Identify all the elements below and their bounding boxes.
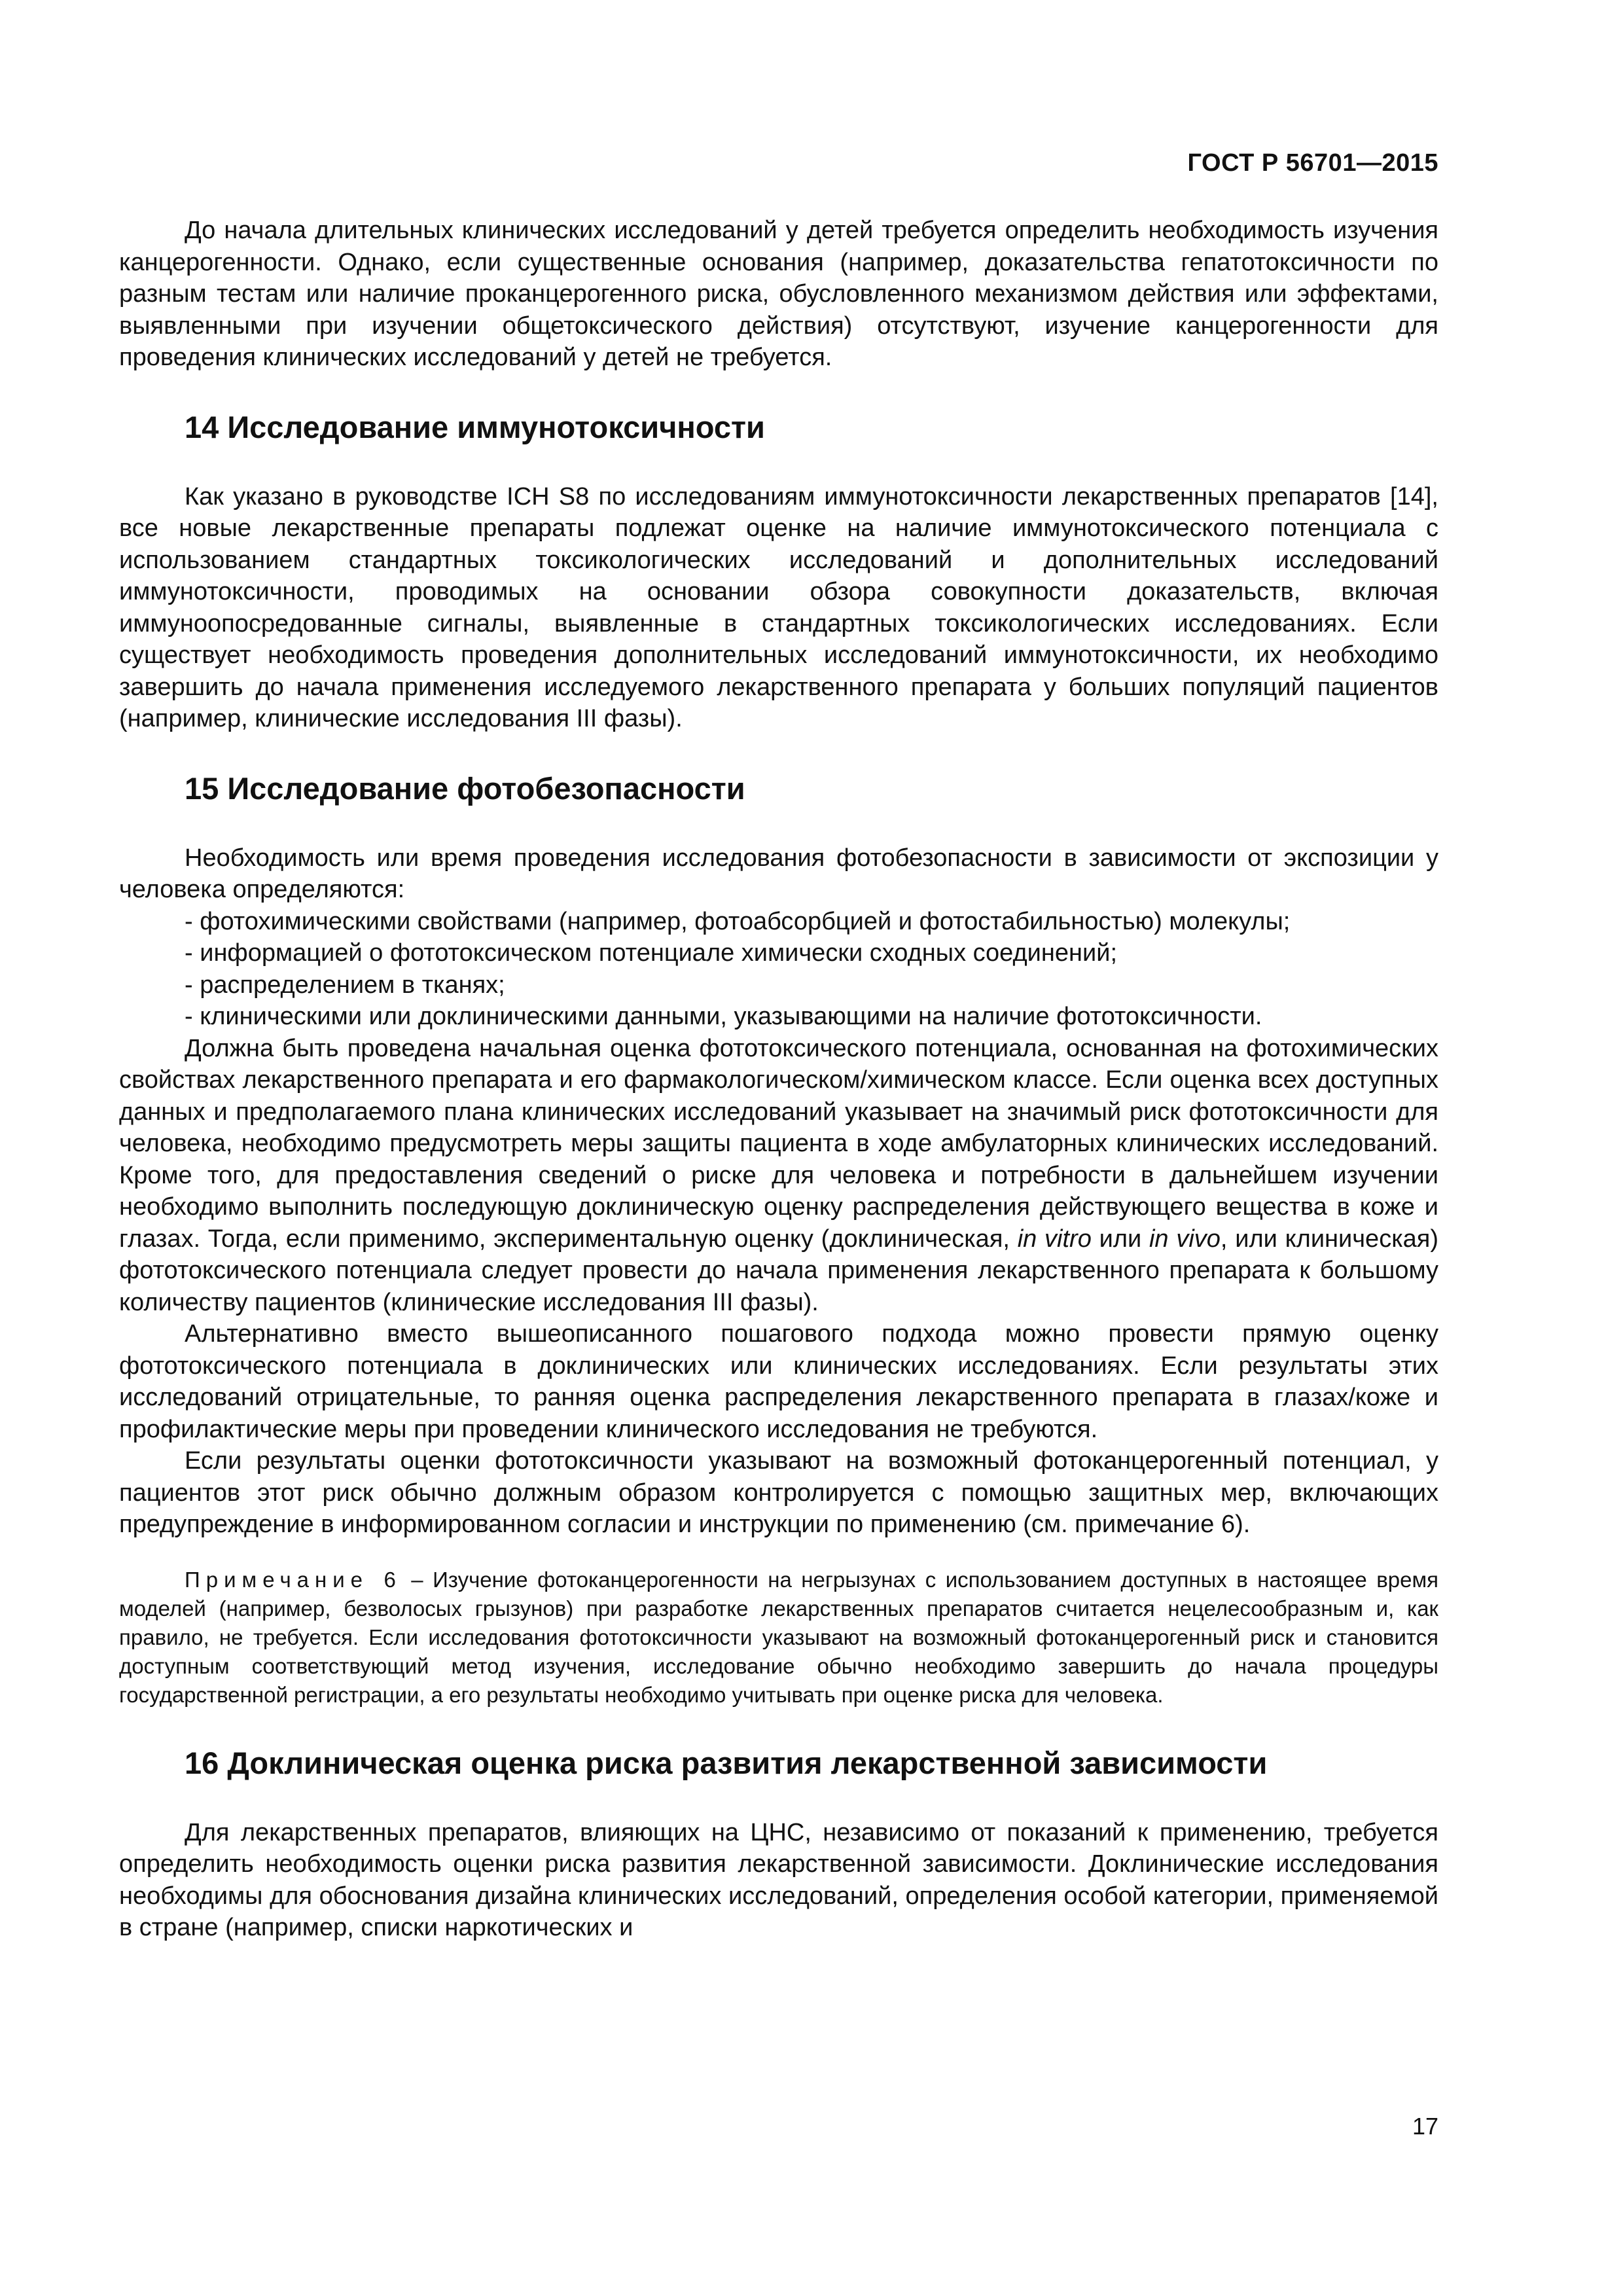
page-content: [119, 215, 1438, 1944]
in-vitro-term: in vitro: [1017, 1225, 1092, 1253]
section-14-heading: 14 Исследование иммунотоксичности: [185, 409, 765, 444]
in-vivo-term: in vivo: [1149, 1225, 1221, 1253]
intro-paragraph: До начала длительных клинических исследований у детей требуется определить необходимость изучения канцерогенности. Однако, если существенные основания (например, доказательства гепатотоксичности по разным тестам или наличие проканцерогенного риска, обусловленного механизмом действия или эффектами, выявленными при изучении общетоксического действия) отсутствуют, изучение канцерогенности для проведения клинических исследований у детей не требуется.: [119, 217, 1438, 371]
section-15-paragraph-3: Альтернативно вместо вышеописанного пошагового подхода можно провести прямую оценку фототоксического потенциала в доклинических или клинических исследованиях. Если результаты этих исследований отрицательные, то ранняя оценка распределения лекарственного препарата в глазах/коже и профилактические меры при проведении клинического исследования не требуются.: [119, 1320, 1438, 1443]
p2-text-part-3: , или клиническая) фототоксического потенциала следует провести до начала применения лекарственного препарата к большому количеству пациентов (клинические исследования III фазы).: [119, 1225, 1439, 1316]
p2-text-part-2: или: [1091, 1225, 1149, 1253]
list-item: - информацией о фототоксическом потенциале химически сходных соединений;: [185, 939, 1117, 967]
page-number: 17: [1412, 2113, 1438, 2140]
section-16-heading: 16 Доклиническая оценка риска развития лекарственной зависимости: [185, 1745, 1268, 1780]
note-text: – Изучение фотоканцерогенности на негрызунах с использованием доступных в настоящее время моделей (например, безволосых грызунов) при разработке лекарственных препаратов считается нецелесообразным и, как правило, не требуется. Если исследования фототоксичности указывают на возможный фотоканцерогенный риск и становится доступным соответствующий метод изучения, исследование обычно необходимо завершить до начала процедуры государственной регистрации, а его результаты необходимо учитывать при оценке риска для человека.: [119, 1567, 1439, 1707]
section-15-heading: 15 Исследование фотобезопасности: [185, 770, 745, 806]
list-item: - фотохимическими свойствами (например, фотоабсорбцией и фотостабильностью) молекулы;: [185, 907, 1291, 935]
section-15-paragraph-2: [119, 1033, 1438, 1319]
list-item: - клиническими или доклиническими данными, указывающими на наличие фототоксичности.: [185, 1003, 1262, 1030]
section-15-paragraph-4: Если результаты оценки фототоксичности указывают на возможный фотоканцерогенный потенциал, у пациентов этот риск обычно должным образом контролируется с помощью защитных мер, включающих предупреждение в информированном согласии и инструкции по применению (см. примечание 6).: [119, 1447, 1438, 1538]
section-15-lead-paragraph: Необходимость или время проведения исследования фотобезопасности в зависимости от экспозиции у человека определяются:: [119, 844, 1438, 903]
section-16-paragraph: Для лекарственных препаратов, влияющих на ЦНС, независимо от показаний к применению, требуется определить необходимость оценки риска развития лекарственной зависимости. Доклинические исследования необходимы для обоснования дизайна клинических исследований, определения особой категории, применяемой в стране (например, списки наркотических и: [119, 1818, 1438, 1941]
p2-text-part-1: Должна быть проведена начальная оценка фототоксического потенциала, основанная на фотохимических свойствах лекарственного препарата и его фармакологическом/химическом классе. Если оценка всех доступных данных и предполагаемого плана клинических исследований указывает на значимый риск фототоксичности для человека, необходимо предусмотреть меры защиты пациента в ходе амбулаторных клинических исследований. Кроме того, для предоставления сведений о риске для человека и потребности в дальнейшем изучении необходимо выполнить последующую доклиническую оценку распределения действующего вещества в коже и глазах. Тогда, если применимо, экспериментальную оценку (доклиническая,: [119, 1034, 1438, 1253]
list-item: - распределением в тканях;: [185, 971, 505, 999]
section-15-criteria-list: [119, 906, 1438, 1033]
document-id-header: ГОСТ Р 56701—2015: [1187, 149, 1438, 177]
note-label: Примечание 6: [185, 1567, 402, 1592]
section-14-paragraph: Как указано в руководстве ICH S8 по исследованиям иммунотоксичности лекарственных препаратов [14], все новые лекарственные препараты подлежат оценке на наличие иммунотоксического потенциала с использованием стандартных токсикологических исследований и дополнительных исследований иммунотоксичности, проводимых на основании обзора совокупности доказательств, включая иммуноопосредованные сигналы, выявленные в стандартных токсикологических исследованиях. Если существует необходимость проведения дополнительных исследований иммунотоксичности, их необходимо завершить до начала применения исследуемого лекарственного препарата у больших популяций пациентов (например, клинические исследования III фазы).: [119, 482, 1438, 732]
note-6: [119, 1566, 1438, 1710]
